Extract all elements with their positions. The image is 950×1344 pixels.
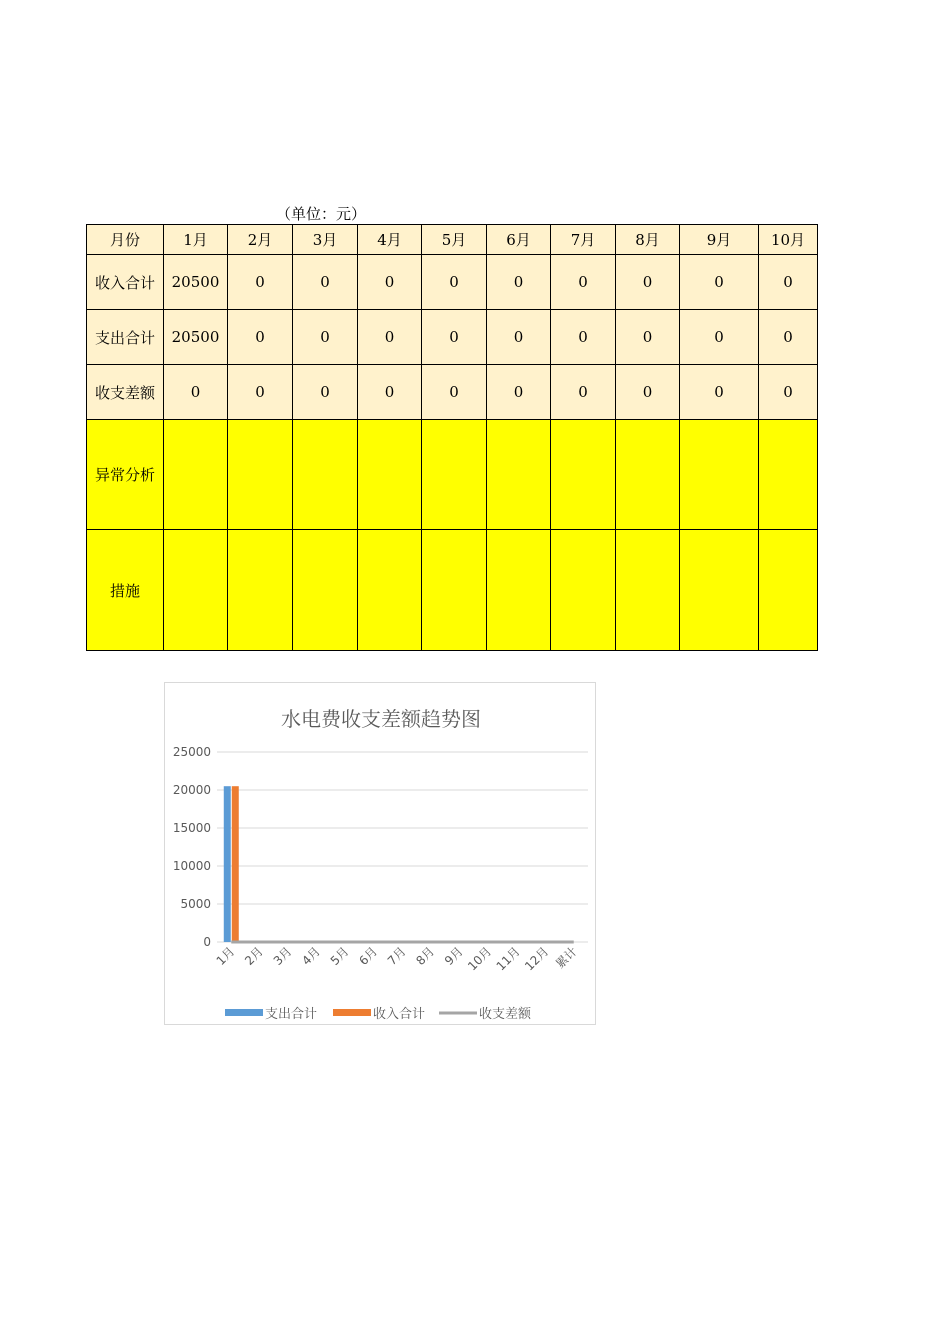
row-label-cell: 收入合计 — [87, 255, 164, 310]
table-cell — [616, 530, 680, 651]
bar-income — [232, 786, 239, 942]
table-cell — [358, 420, 422, 530]
row-label-cell: 收支差额 — [87, 365, 164, 420]
row-label-cell: 异常分析 — [87, 420, 164, 530]
table-cell: 0 — [293, 255, 358, 310]
table-cell: 0 — [759, 255, 818, 310]
y-tick-label: 0 — [203, 935, 211, 949]
monthly-summary-table — [86, 224, 818, 651]
table-cell: 5月 — [422, 225, 487, 255]
x-tick-label: 4月 — [299, 944, 324, 969]
legend-expense: 支出合计 — [265, 1007, 318, 1022]
table-cell: 0 — [616, 255, 680, 310]
table-cell: 0 — [358, 365, 422, 420]
table-cell: 0 — [487, 255, 551, 310]
table-cell — [422, 420, 487, 530]
table-cell — [551, 420, 616, 530]
table-cell: 0 — [680, 255, 759, 310]
table-cell: 0 — [680, 310, 759, 365]
table-cell: 0 — [358, 310, 422, 365]
table-cell: 0 — [616, 365, 680, 420]
table-cell — [228, 530, 293, 651]
table-cell — [228, 420, 293, 530]
table-cell: 0 — [293, 365, 358, 420]
legend-income: 收入合计 — [373, 1007, 426, 1022]
table-cell: 0 — [759, 310, 818, 365]
row-label-cell: 支出合计 — [87, 310, 164, 365]
table-cell: 1月 — [164, 225, 228, 255]
table-row — [87, 420, 818, 530]
y-tick-label: 10000 — [172, 859, 211, 873]
table-cell — [487, 530, 551, 651]
table-cell: 0 — [759, 365, 818, 420]
table-cell: 8月 — [616, 225, 680, 255]
difference-trend-chart — [164, 682, 596, 1025]
table-cell: 0 — [551, 310, 616, 365]
bar-expense — [224, 786, 231, 942]
table-cell: 0 — [228, 255, 293, 310]
table-cell — [759, 420, 818, 530]
table-cell: 20500 — [164, 310, 228, 365]
table-cell: 0 — [164, 365, 228, 420]
table-cell: 0 — [422, 365, 487, 420]
table-cell — [293, 420, 358, 530]
table-cell — [422, 530, 487, 651]
table-cell — [551, 530, 616, 651]
table-cell: 0 — [487, 310, 551, 365]
table-cell — [680, 530, 759, 651]
table-row — [87, 365, 818, 420]
x-tick-label: 1月 — [213, 944, 238, 969]
chart-canvas — [165, 683, 597, 1026]
header-row — [87, 225, 818, 255]
table-cell: 0 — [228, 365, 293, 420]
table-cell — [358, 530, 422, 651]
table-cell — [680, 420, 759, 530]
table-cell: 9月 — [680, 225, 759, 255]
x-tick-label: 6月 — [356, 944, 381, 969]
x-tick-label: 12月 — [522, 944, 552, 974]
legend-swatch — [225, 1009, 263, 1016]
table-cell: 0 — [422, 310, 487, 365]
table-cell — [759, 530, 818, 651]
table-row — [87, 530, 818, 651]
x-tick-label: 10月 — [465, 944, 495, 974]
table-cell: 0 — [616, 310, 680, 365]
table-cell: 0 — [551, 365, 616, 420]
x-tick-label: 5月 — [327, 944, 352, 969]
table-cell: 7月 — [551, 225, 616, 255]
table-cell: 6月 — [487, 225, 551, 255]
table-cell — [487, 420, 551, 530]
table-cell: 0 — [228, 310, 293, 365]
chart-title: 水电费收支差额趋势图 — [281, 707, 481, 731]
table-cell: 3月 — [293, 225, 358, 255]
table-cell — [616, 420, 680, 530]
y-tick-label: 15000 — [172, 821, 211, 835]
table-cell: 0 — [293, 310, 358, 365]
table-cell: 0 — [487, 365, 551, 420]
table-cell: 0 — [422, 255, 487, 310]
row-label-cell: 措施 — [87, 530, 164, 651]
y-tick-label: 25000 — [172, 745, 211, 759]
table-row — [87, 255, 818, 310]
x-tick-label: 累计 — [552, 944, 580, 972]
legend-swatch — [333, 1009, 371, 1016]
y-tick-label: 5000 — [180, 897, 211, 911]
table-cell: 0 — [680, 365, 759, 420]
x-tick-label: 11月 — [493, 944, 523, 974]
table-cell: 4月 — [358, 225, 422, 255]
table-cell — [164, 530, 228, 651]
legend-difference: 收支差额 — [479, 1007, 532, 1022]
table-cell — [293, 530, 358, 651]
table-cell: 0 — [551, 255, 616, 310]
x-tick-label: 9月 — [441, 944, 466, 969]
table-row — [87, 310, 818, 365]
x-tick-label: 3月 — [270, 944, 295, 969]
x-tick-label: 2月 — [242, 944, 266, 969]
x-tick-label: 8月 — [413, 944, 438, 969]
table-cell: 0 — [358, 255, 422, 310]
x-tick-label: 7月 — [384, 944, 409, 969]
table-cell: 20500 — [164, 255, 228, 310]
y-tick-label: 20000 — [172, 783, 211, 797]
table-cell — [164, 420, 228, 530]
table-cell: 10月 — [759, 225, 818, 255]
unit-label: （单位：元） — [276, 205, 367, 223]
row-label-cell: 月份 — [87, 225, 164, 255]
table-cell: 2月 — [228, 225, 293, 255]
